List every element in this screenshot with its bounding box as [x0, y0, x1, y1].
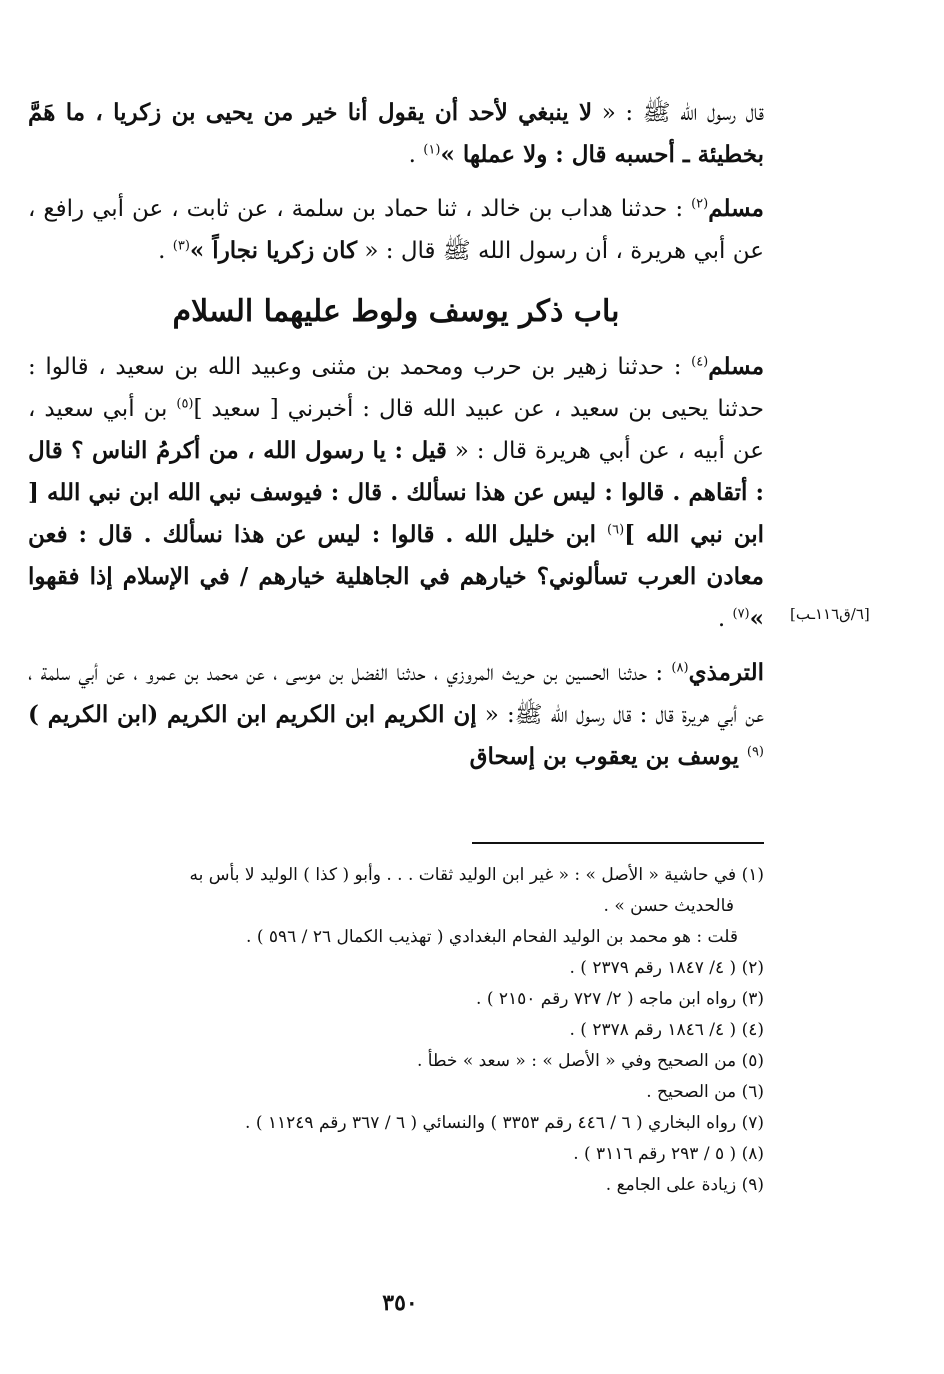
footnote-text: رواه البخاري ( ٦ / ٤٤٦ رقم ٣٣٥٣ ) والنسائي ( ٦ / ٣٦٧ رقم ١١٢٤٩ ) . — [245, 1113, 742, 1133]
footnote-7 — [28, 1108, 764, 1139]
footnote-number: (٢) — [741, 958, 764, 978]
manuscript-margin-note: [٦/ق١١٦ـب] — [790, 605, 870, 623]
footnote-5 — [28, 1046, 764, 1077]
p2-hadith: كان زكريا نجاراً » — [189, 237, 358, 264]
paragraph-2 — [28, 188, 764, 272]
footnote-ref-2: (٢) — [691, 196, 709, 212]
footnote-ref-8: (٨) — [671, 660, 689, 676]
p4-source: الترمذي — [688, 659, 764, 686]
footnote-text: ( ٥ / ٢٩٣ رقم ٣١١٦ ) . — [573, 1144, 742, 1164]
footnote-ref-6: (٦) — [607, 522, 625, 538]
p4-text-a: : حدثنا الحسين بن حريث المروزي ، حدثنا الفضل بن موسى ، عن محمد بن عمرو ، عن أبي سلمة ، عن أبي هريرة قال : قال رسول الله ﷺ: « — [28, 660, 765, 728]
footnote-ref-7: (٧) — [732, 606, 750, 622]
p3-text-a: : حدثنا زهير بن حرب ومحمد بن مثنى وعبيد الله بن سعيد ، قالوا : حدثنا يحيى بن سعيد ، عن عبيد الله قال : أخبرني [ سعيد ] — [28, 354, 765, 422]
p2-text-a: : حدثنا هداب بن خالد ، ثنا حماد بن سلمة ، عن ثابت ، عن أبي رافع ، عن أبي هريرة ، أن رسول الله ﷺ قال : « — [28, 196, 764, 264]
footnote-number: (٧) — [741, 1113, 764, 1133]
footnote-text: ( ٤/ ١٨٤٦ رقم ٢٣٧٨ ) . — [569, 1020, 742, 1040]
footnote-continuation: فالحديث حسن » . — [603, 896, 734, 916]
p1-hadith: لا ينبغي لأحد أن يقول أنا خير من يحيى بن زكريا ، ما هَمَّ بخطيئة ـ أحسبه قال : ولا عملها » — [28, 99, 764, 168]
p2-text-c: . — [158, 238, 173, 264]
p3-text-e: . — [717, 606, 733, 632]
footnote-2 — [28, 953, 764, 984]
footnote-text: زيادة على الجامع . — [605, 1175, 742, 1195]
footnote-text: رواه ابن ماجه ( ٢/ ٧٢٧ رقم ٢١٥٠ ) . — [476, 989, 742, 1009]
p3-text-b: بن أبي سعيد ، عن أبيه ، عن أبي هريرة قال : « — [28, 396, 764, 464]
p3-hadith-b: ابن خليل الله . قالوا : ليس عن هذا نسألك . قال : فعن معادن العرب تسألوني؟ خيارهم في الجاهلية خيارهم / في الإسلام إذا فقهوا » — [28, 521, 764, 632]
paragraph-4 — [28, 652, 764, 778]
footnote-6 — [28, 1077, 764, 1108]
footnote-number: (٤) — [741, 1020, 764, 1040]
footnote-ref-9: (٩) — [746, 744, 764, 760]
footnote-8 — [28, 1139, 764, 1170]
footnote-number: (٨) — [741, 1144, 764, 1164]
p4-hadith-end: يوسف بن يعقوب بن إسحاق — [469, 743, 747, 770]
p3-hadith-a: قيل : يا رسول الله ، من أكرمُ الناس ؟ قال : أتقاهم . قالوا : ليس عن هذا نسألك . قال : فيوسف نبي الله ابن نبي الله [ ابن نبي الله ] — [28, 437, 764, 548]
page-number: ٣٥٠ — [382, 1290, 418, 1316]
p4-hadith: إن الكريم ابن الكريم ابن الكريم (ابن الكريم ) — [28, 701, 477, 728]
main-text — [28, 92, 764, 778]
footnote-number: (٩) — [741, 1175, 764, 1195]
footnote-number: (٣) — [741, 989, 764, 1009]
footnote-divider — [472, 842, 764, 844]
footnote-ref-5: (٥) — [176, 396, 194, 412]
footnote-1-note — [28, 922, 764, 953]
section-heading: باب ذكر يوسف ولوط عليهما السلام — [172, 294, 620, 329]
footnote-text: من الصحيح . — [646, 1082, 742, 1102]
footnote-number: (١) — [741, 865, 764, 885]
footnote-1 — [28, 860, 764, 922]
footnote-9 — [28, 1170, 764, 1201]
p1-text-a: قال رسول الله ﷺ : « — [592, 100, 764, 126]
footnote-ref-4: (٤) — [691, 354, 709, 370]
footnote-text: من الصحيح وفي « الأصل » : « سعد » خطأ . — [416, 1051, 742, 1071]
footnote-ref-3: (٣) — [172, 238, 190, 254]
footnote-number: (٦) — [741, 1082, 764, 1102]
footnote-text: قلت : هو محمد بن الوليد الفحام البغدادي ( تهذيب الكمال ٢٦ / ٥٩٦ ) . — [246, 927, 738, 947]
paragraph-1 — [28, 92, 764, 176]
footnote-number: (٥) — [741, 1051, 764, 1071]
footnote-ref-1: (١) — [423, 142, 441, 158]
p2-source: مسلم — [708, 195, 764, 222]
footnote-text: ( ٤/ ١٨٤٧ رقم ٢٣٧٩ ) . — [569, 958, 742, 978]
footnote-text: في حاشية « الأصل » : « غير ابن الوليد ثقات . . . وأبو ( كذا ) الوليد لا بأس به — [189, 865, 742, 885]
footnote-4 — [28, 1015, 764, 1046]
p1-text-c: . — [408, 142, 424, 168]
p3-source: مسلم — [708, 353, 765, 380]
footnotes — [28, 860, 764, 1201]
footnote-3 — [28, 984, 764, 1015]
paragraph-3 — [28, 346, 764, 640]
